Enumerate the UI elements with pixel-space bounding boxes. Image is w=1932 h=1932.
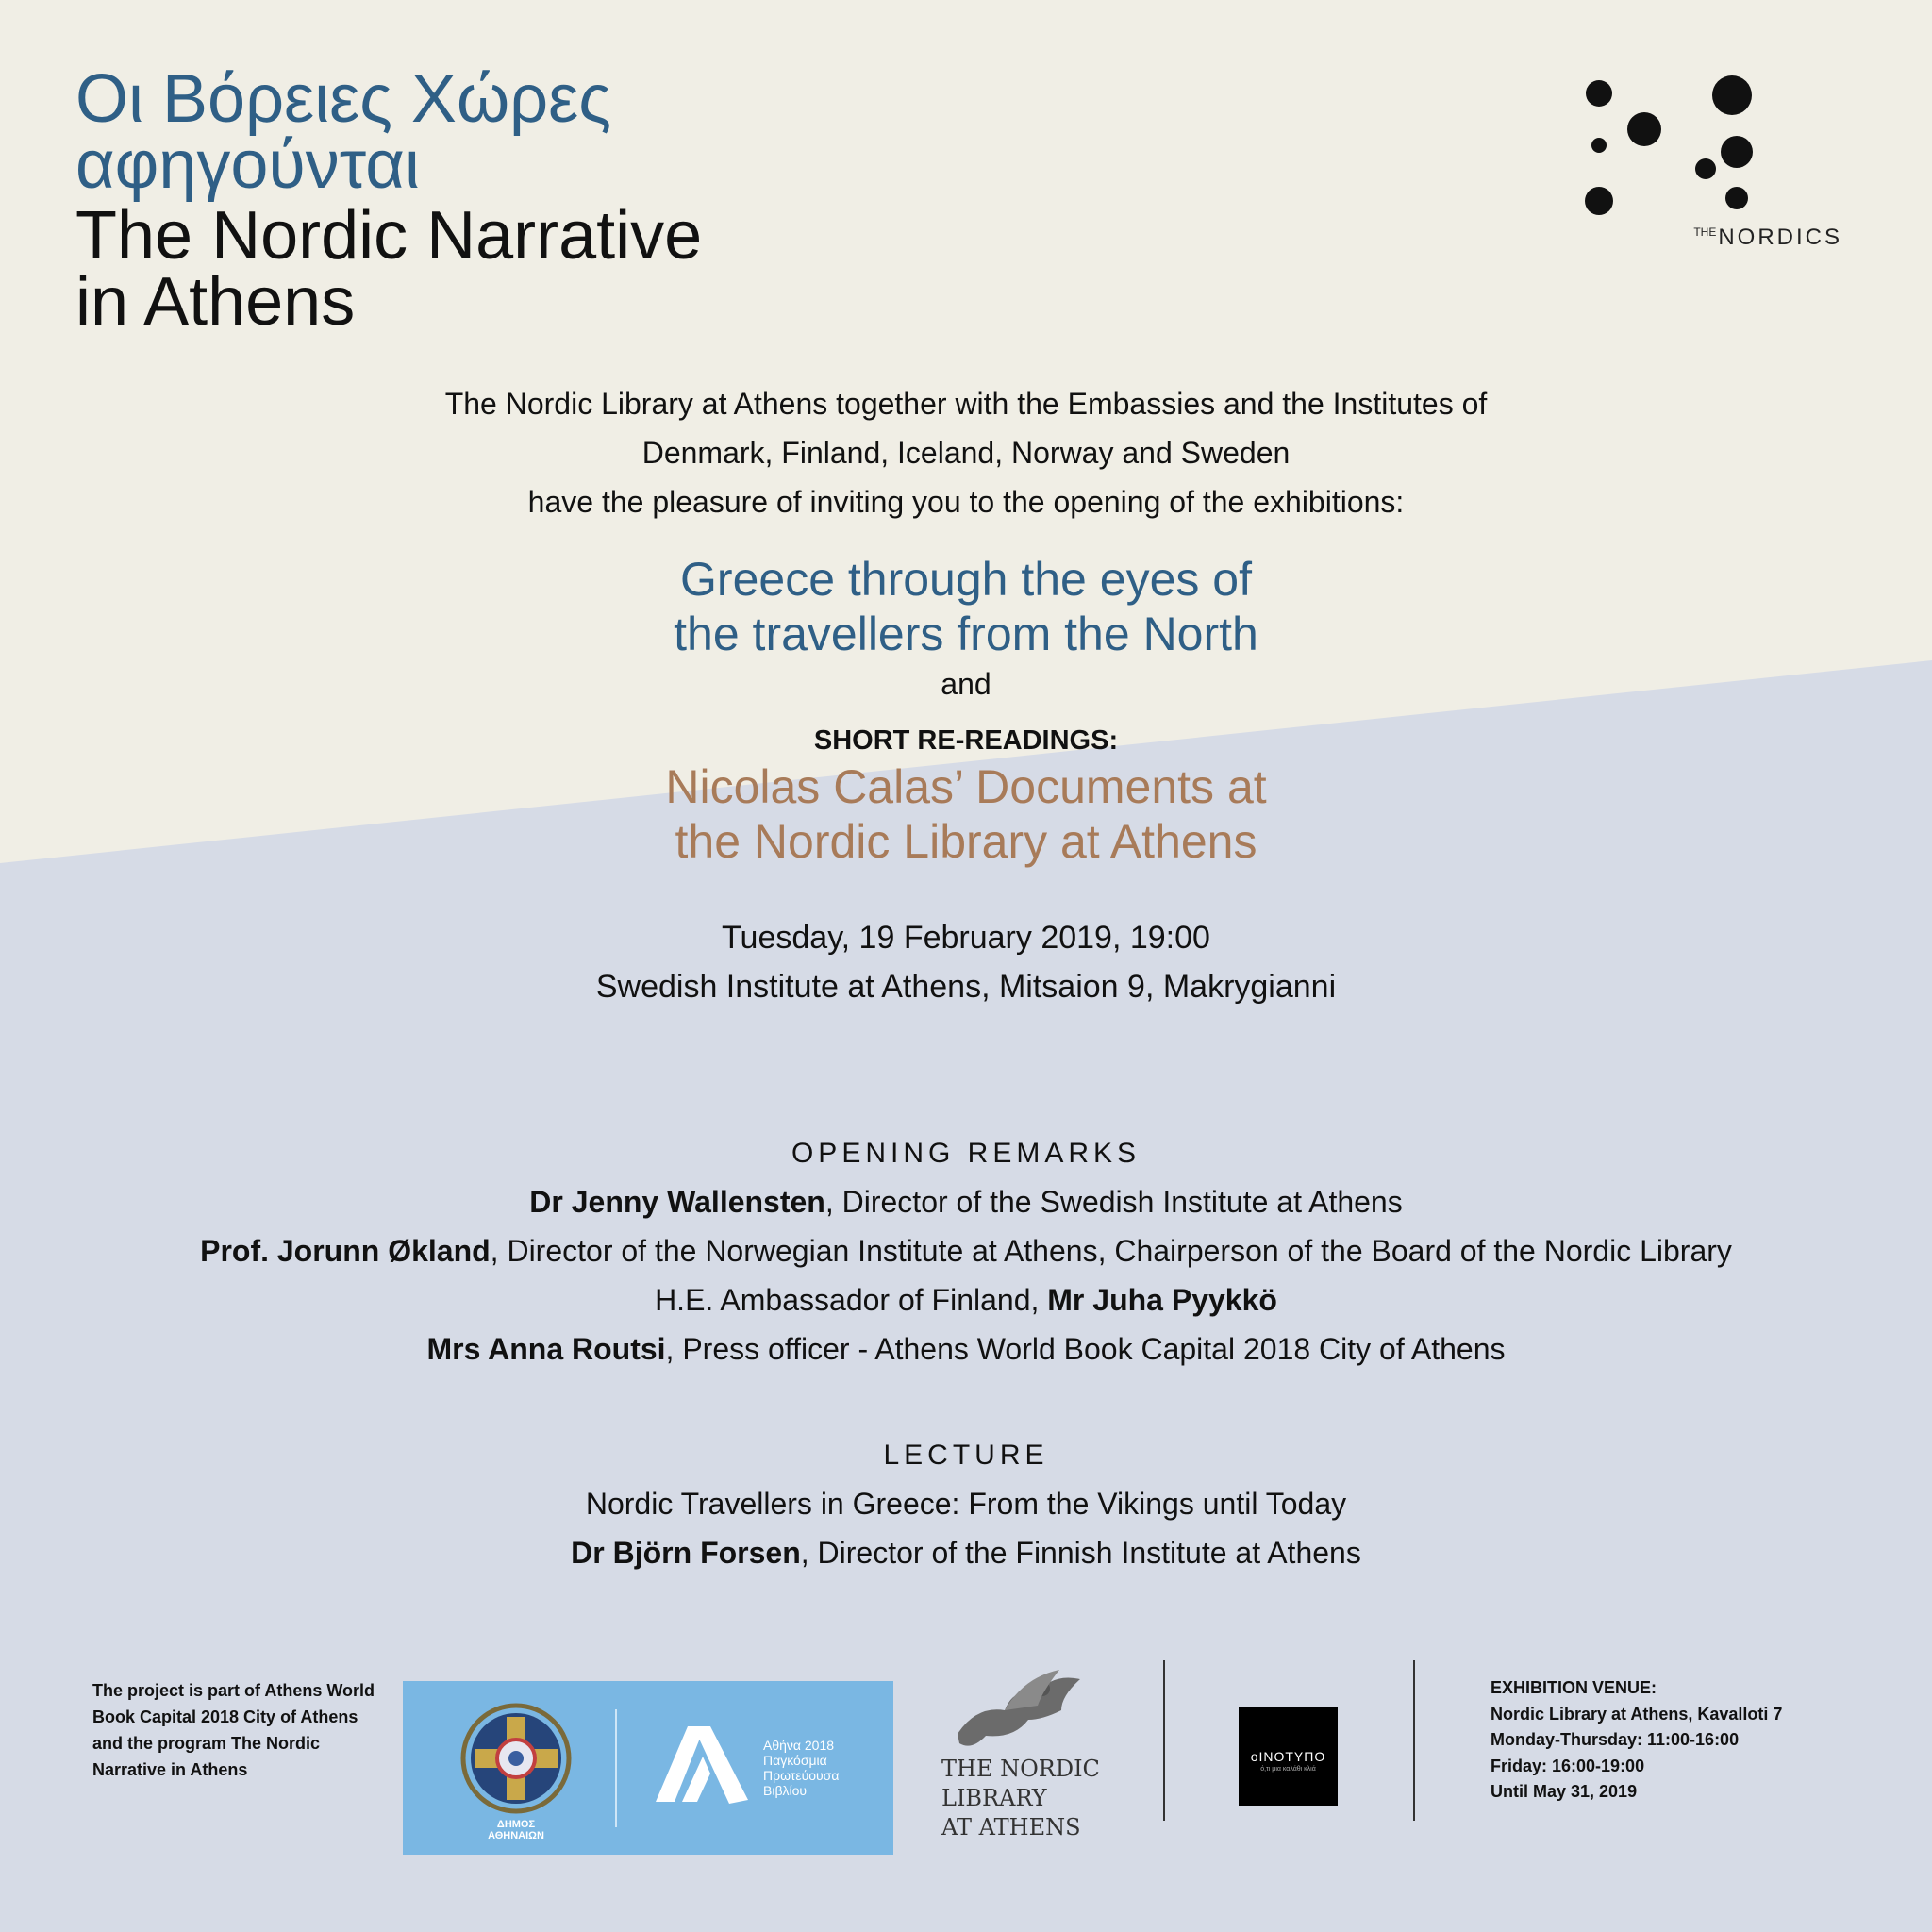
logo-wordmark: $^{THE}$NORDICS: [1693, 225, 1842, 250]
intro-line1: The Nordic Library at Athens together with the Embassies and the Institutes of: [444, 387, 1488, 421]
exhibition-2-title: Nicolas Calas’ Documents at the Nordic Library at Athens: [665, 760, 1267, 868]
title-en-line1: The Nordic Narrative: [75, 198, 703, 274]
remark-speaker: Dr Jenny Wallensten, Director of the Swedish Institute at Athens: [529, 1185, 1403, 1219]
title-greek: [75, 61, 611, 203]
opening-remarks-list: [0, 1177, 1932, 1374]
title-greek-line2: αφηγούνται: [75, 127, 420, 203]
title-english: [75, 198, 703, 340]
event-datetime: Tuesday, 19 February 2019, 19:00: [722, 920, 1210, 956]
book-capital-logo-icon: [656, 1726, 750, 1804]
intro-paragraph: [0, 379, 1932, 526]
project-note: The project is part of Athens World Book Capital 2018 City of Athens and the program The Nordic Narrative in Athens: [92, 1681, 375, 1779]
exhibition-venue: EXHIBITION VENUE: Nordic Library at Athens, Kavalloti 7 Monday-Thursday: 11:00-16:00 Friday: 16:00-19:00 Until May 31, 2019: [1491, 1678, 1783, 1801]
opening-remarks-heading: OPENING REMARKS: [791, 1138, 1141, 1169]
winged-figure-icon: [948, 1668, 1090, 1755]
footer-divider: [1413, 1660, 1415, 1821]
dots-logo-icon: [1578, 71, 1842, 222]
municipality-label: ΔΗΜΟΣ ΑΘΗΝΑΙΩΝ: [488, 1819, 544, 1841]
remark-speaker: Prof. Jorunn Økland, Director of the Norwegian Institute at Athens, Chairperson of the Board of the Nordic Library: [200, 1234, 1732, 1268]
footer-divider: [1163, 1660, 1165, 1821]
intro-line3: have the pleasure of inviting you to the opening of the exhibitions:: [527, 485, 1405, 519]
exhibition-1-title: Greece through the eyes of the travellers from the North: [674, 553, 1258, 660]
remark-speaker: Mrs Anna Routsi, Press officer - Athens World Book Capital 2018 City of Athens: [426, 1332, 1506, 1366]
intro-line2: Denmark, Finland, Iceland, Norway and Sweden: [641, 436, 1291, 470]
exhibition-2-heading: SHORT RE-READINGS:: [813, 725, 1119, 756]
nordic-library-logo: THE NORDIC LIBRARY AT ATHENS: [941, 1756, 1100, 1840]
title-en-line2: in Athens: [75, 264, 356, 340]
lecture-details: [0, 1479, 1932, 1577]
remark-speaker: H.E. Ambassador of Finland, Mr Juha Pyykkö: [655, 1283, 1277, 1317]
athens-book-capital-banner: [403, 1681, 893, 1855]
lecture-speaker: Dr Björn Forsen, Director of the Finnish Institute at Athens: [571, 1536, 1361, 1570]
the-nordics-logo: [1578, 71, 1842, 259]
lecture-heading: LECTURE: [883, 1440, 1049, 1471]
book-capital-text: Αθήνα 2018 Παγκόσμια Πρωτεύουσα Βιβλίου: [763, 1738, 840, 1798]
title-greek-line1: Οι Βόρειες Χώρες: [75, 61, 611, 137]
banner-divider: [615, 1709, 617, 1827]
municipality-seal-icon: [450, 1702, 582, 1815]
oinotypo-logo: οΙΝΟΤΥΠΟ ό,τι μια καλάθι κλιά: [1239, 1707, 1338, 1806]
event-details: [0, 913, 1932, 1011]
lecture-title: Nordic Travellers in Greece: From the Vikings until Today: [585, 1487, 1347, 1521]
event-location: Swedish Institute at Athens, Mitsaion 9, Makrygianni: [595, 969, 1337, 1005]
and-text: and: [941, 667, 991, 701]
